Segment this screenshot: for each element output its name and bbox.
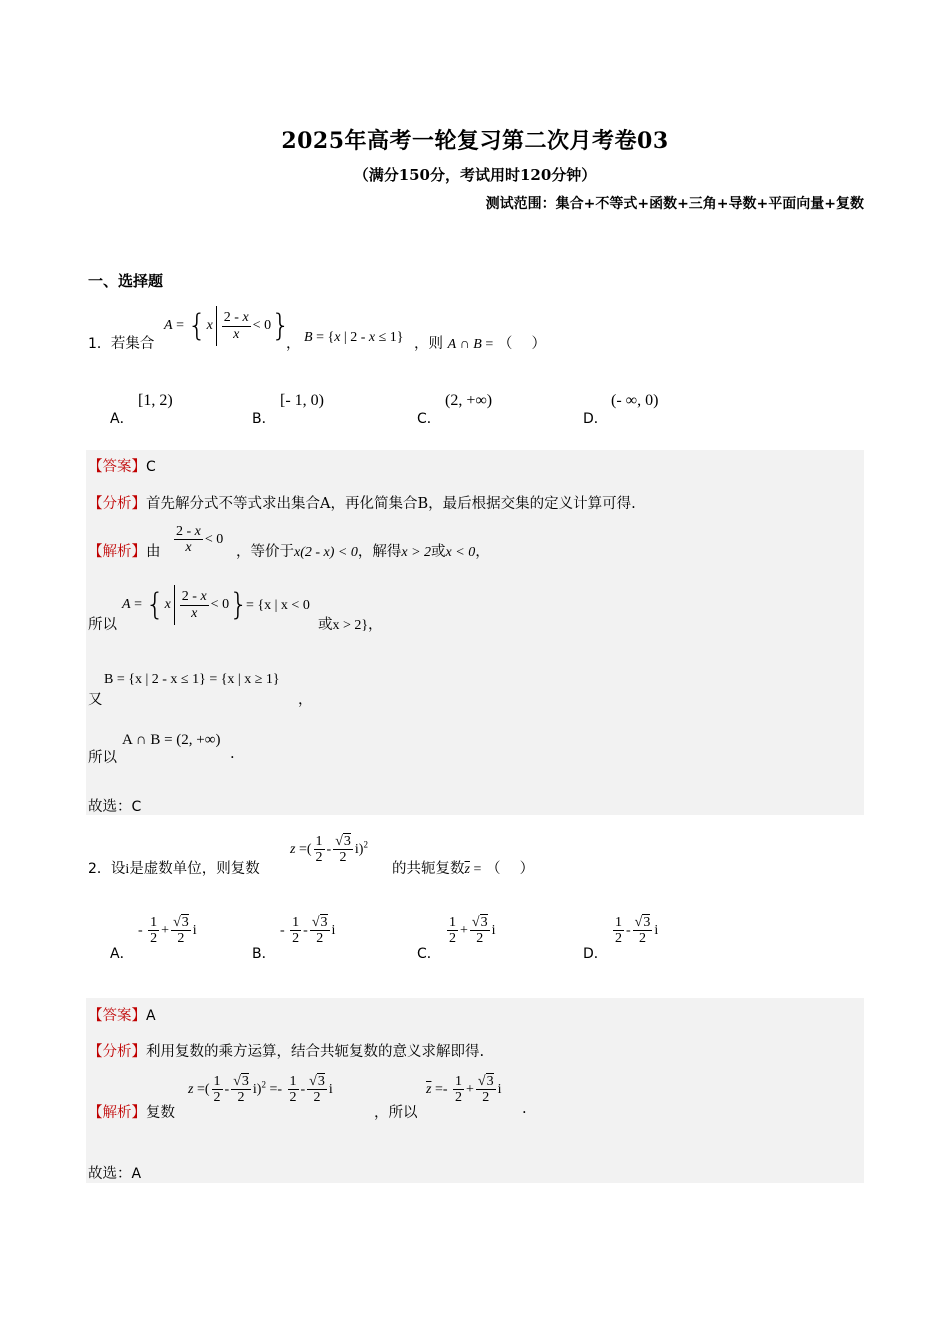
q1-solution-line1: 【解析】由 — [88, 544, 161, 560]
q1-answer: 【答案】C — [88, 459, 156, 475]
q2-z-expression: z =( $\frac{1}{2}$ - $\frac{√3}{2}$ i)$^2$ — [290, 834, 368, 866]
q1-stem-suffix: ，则 A ∩ B = （ ） — [414, 336, 546, 352]
q1-sol-fraction: $\frac{2 - x}{x}$ < 0 — [176, 524, 224, 556]
q2-sol-expression: z =( $\frac{1}{2}$ - $\frac{√3}{2}$ i)$^2$ =- $\frac{1}{2}$ - $\frac{√3}{2}$ i — [188, 1074, 333, 1106]
q1-number-stem: 1．若集合 — [88, 336, 155, 352]
page-title: 2025年高考一轮复习第二次月考卷03 — [281, 128, 669, 154]
q1-analysis: 【分析】首先解分式不等式求出集合A，再化简集合B，最后根据交集的定义计算可得. — [88, 496, 636, 512]
q2-analysis: 【分析】利用复数的乘方运算，结合共轭复数的意义求解即得. — [88, 1044, 485, 1060]
q1-sol-set-b: B = {x | 2 - x ≤ 1} = {x | x ≥ 1} — [104, 672, 280, 687]
q2-sol-conjugate: $\overline{z}$ =- $\frac{1}{2}$ + $\frac{√3}{2}$ i — [426, 1074, 502, 1106]
q1-set-b: B = {x | 2 - x ≤ 1} — [304, 330, 404, 345]
q2-solution: 【解析】复数 — [88, 1105, 175, 1121]
q2-choice: 故选：A — [88, 1166, 142, 1182]
test-scope: 测试范围：集合+不等式+函数+三角+导数+平面向量+复数 — [485, 196, 864, 212]
section-heading: 一、选择题 — [88, 272, 164, 290]
q1-sol-intersection: A ∩ B = (2, +∞) — [122, 732, 221, 748]
q1-choice: 故选：C — [88, 799, 142, 815]
q1-sol-set-a: A = {x $\frac{2 - x}{x}$ < 0} — [122, 585, 248, 625]
q2-answer: 【答案】A — [88, 1008, 156, 1024]
q1-set-a: A = {x $\frac{2 - x}{x}$ < 0} — [164, 306, 290, 346]
page-subtitle: （满分150分，考试用时120分钟） — [353, 166, 597, 184]
q2-stem: 2．设i是虚数单位，则复数 — [88, 861, 260, 877]
